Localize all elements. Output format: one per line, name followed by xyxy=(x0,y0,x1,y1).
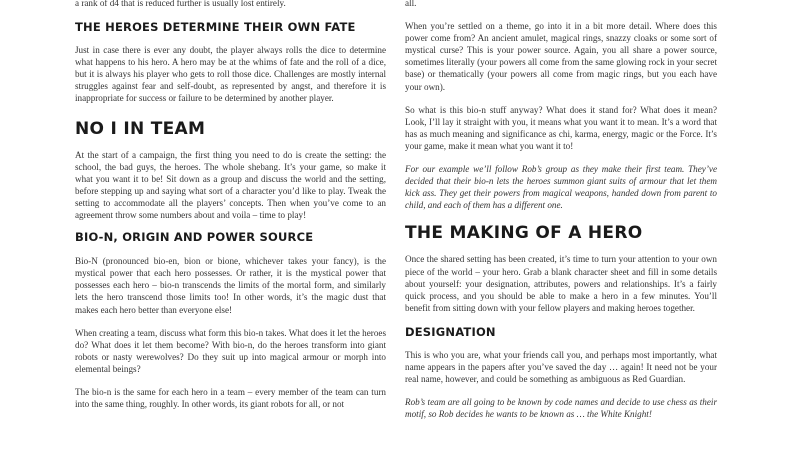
paragraph: Just in case there is ever any doubt, the player always rolls the dice to determine what happens to his hero. A hero may be at the whims of fate and the roll of a dice, but it is always his player who gets to roll those dice. Challenges are mostly internal struggles against fear and self-doubt, as represented by angst, and therefore it is inappropriate for success or failure to be determined by another player. xyxy=(75,45,386,104)
example-paragraph: Rob’s team are all going to be known by code names and decide to use chess as their motif, so Rob decides he wants to be known as … the White Knight! xyxy=(405,397,717,420)
paragraph: a rank of d4 that is reduced further is usually lost entirely. xyxy=(75,0,286,8)
example-paragraph: For our example we’ll follow Rob’s group as they make their first team. They’ve decided that their bio-n lets the heroes summon giant suits of armour that let them kick ass. They get their powers from magical weapons, handed down from parent to child, and each of them has a different one. xyxy=(405,164,717,211)
paragraph: Bio-N (pronounced bio-en, bion or bione, whichever takes your fancy), is the mystical power that each hero possesses. Or rather, it is the mystical power that possesses each hero – bio-n transcends the limits of the mortal form, and similarly lets the hero transcend those limits too! In other words, it’s the magic dust that makes each hero better than everyone else! xyxy=(75,256,386,315)
paragraph: At the start of a campaign, the first thing you need to do is create the setting: the school, the bad guys, the heroes. The whole shebang. It’s your game, so make it what you want it to be! Sit down as a group and discuss the world and the setting, before stepping up and saying what sort of a character you’d like to play. Tweak the setting to accommodate all the players’ concepts. Then when you’ve come to an agreement throw some numbers about and voila – time to play! xyxy=(75,149,386,221)
right-column xyxy=(405,0,717,420)
paragraph: So what is this bio-n stuff anyway? What does it stand for? What does it mean? Look, I’ll lay it straight with you, it means what you want it to mean. It’s a word that has as much meaning and significance as chi, karma, energy, magic or the Force. It’s your game, make it mean what you want it to! xyxy=(405,104,717,151)
heading-bio-n-origin-power-source: BIO-N, ORIGIN AND POWER SOURCE xyxy=(75,230,314,245)
heading-heroes-determine-fate: THE HEROES DETERMINE THEIR OWN FATE xyxy=(75,20,356,35)
paragraph: The bio-n is the same for each hero in a team – every member of the team can turn into the same thing, roughly. In other words, its giant robots for all, or not xyxy=(75,386,386,410)
heading-making-of-a-hero: THE MAKING OF A HERO xyxy=(405,223,643,244)
paragraph: This is who you are, what your friends call you, and perhaps most importantly, what name appears in the papers after you’ve saved the day … again! It need not be your real name, however, and could be something as ambiguous as Red Guardian. xyxy=(405,349,717,385)
paragraph: Once the shared setting has been created, it’s time to turn your attention to your own piece of the world – your hero. Grab a blank character sheet and fill in some details about yourself: your designation, attributes, powers and relationships. It’s a fairly quick process, and you should be able to make a hero in a few minutes. You’ll benefit from sitting down with your fellow players and making heroes together. xyxy=(405,254,717,313)
heading-designation: DESIGNATION xyxy=(405,324,496,339)
heading-no-i-in-team: NO I IN TEAM xyxy=(75,118,206,139)
left-column xyxy=(75,0,386,410)
paragraph: When you’re settled on a theme, go into it in a bit more detail. Where does this power come from? An ancient amulet, magical rings, snazzy cloaks or some sort of mystical curse? This is your power source. Again, you all share a power source, sometimes literally (your powers all come from the same glowing rock in your secret base) or thematically (your powers all come from magic rings, but you each have your own). xyxy=(405,21,717,92)
paragraph: When creating a team, discuss what form this bio-n takes. What does it let the heroes do? What does it let them become? With bio-n, do the heroes transform into giant robots or nasty werewolves? Do they suit up into magical armour or morph into elemental beings? xyxy=(75,327,386,374)
paragraph: all. xyxy=(405,0,417,8)
